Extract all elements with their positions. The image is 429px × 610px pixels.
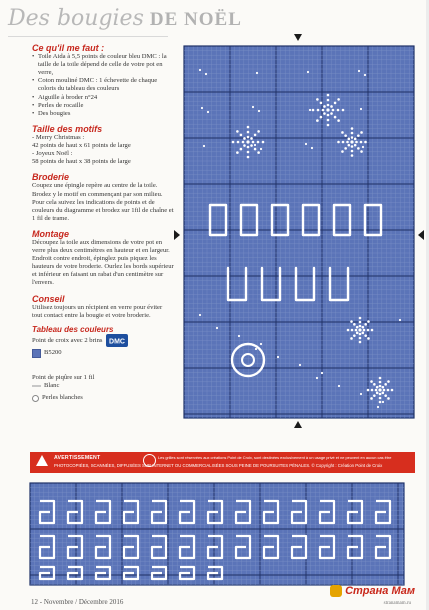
mounting-title: Montage xyxy=(32,228,69,239)
size-line: - Merry Christmas : xyxy=(32,133,85,141)
watermark xyxy=(330,585,415,597)
advice-text: Utilisez toujours un récipient en verre pour éviter tout contact entre la bougie et votre broderie. xyxy=(32,303,163,319)
colors-subtitle xyxy=(32,334,174,347)
header-divider xyxy=(8,36,168,37)
blanc-legend xyxy=(32,382,174,390)
warning-text-line2: PHOTOCOPIÉES, SCANNÉES, DIFFUSÉES SUR INTERNET OU COMMERCIALISÉES SOUS PEINE DE POURSUITES PÉNALES. © Copyright : Création Point de Croix xyxy=(54,463,383,468)
colors-subtitle-text: Point de croix avec 2 brins xyxy=(32,336,103,344)
title-caps: DE NOËL xyxy=(149,9,242,30)
backstitch-label: Point de piqûre sur 1 fil xyxy=(32,373,95,381)
watermark-logo-icon xyxy=(330,585,342,597)
warning-text-line1: Les grilles sont réservées aux créations Point de Croix, sont destinées exclusivement à un usage privé et ne peuvent en aucun cas être xyxy=(158,455,392,460)
center-marker-right-icon xyxy=(418,230,424,240)
page-title xyxy=(8,6,242,31)
sizes-text xyxy=(32,134,174,166)
center-marker-top-icon xyxy=(294,34,302,41)
advice-title: Conseil xyxy=(32,293,65,304)
list-item: • Des bougies xyxy=(32,110,174,118)
list-item: • Aiguille à broder n°24 xyxy=(32,94,174,102)
warning-triangle-icon xyxy=(36,455,48,466)
sizes-title: Taille des motifs xyxy=(32,123,103,134)
warning-banner xyxy=(30,452,415,473)
alphabet-chart xyxy=(28,481,406,587)
list-item: • Toile Aida à 5,5 points de couleur bleu DMC : la taille de la toile dépend de celle de votre pot en verre, xyxy=(32,53,174,77)
watermark-name: Страна Мам xyxy=(345,585,415,597)
alphabet-grid xyxy=(30,483,404,585)
size-line: 42 points de haut x 61 points de large xyxy=(32,142,131,150)
list-item: • Coton mouliné DMC : 1 échevette de chaque coloris du tableau des couleurs xyxy=(32,77,174,93)
color-swatch-icon xyxy=(32,349,41,358)
materials-list xyxy=(32,53,174,118)
chart-grid xyxy=(184,46,414,418)
size-line: - Joyeux Noël : xyxy=(32,150,73,158)
embroidery-text: Coupez une épingle repère au centre de la toile. Brodez y le motif en commençant par son milieu. Pour cela suivez les indications de points et de couleurs du diagramme et brodez sur 1fil de chaîne et 1 fil de trame. xyxy=(32,182,174,222)
color-code: B5200 xyxy=(44,349,62,357)
dmc-logo-text: DMC xyxy=(109,338,126,346)
bead-icon xyxy=(32,395,39,402)
blanc-label: Blanc xyxy=(44,382,60,389)
color-legend-row xyxy=(32,349,174,358)
list-item: • Perles de rocaille xyxy=(32,102,174,110)
mounting-text: Découpez la toile aux dimensions de votre pot en verre plus deux centimètres en hauteur et en largeur. Endroit contre endroit, épinglez puis piquez les hauteurs de votre broderie. Ourlez les bords supérieur et inférieur en faisant un rabat d'un centimètre sur l'envers. xyxy=(32,238,174,287)
backstitch-line-icon xyxy=(32,385,41,387)
materials-title: Ce qu'il me faut : xyxy=(32,43,105,53)
warning-title: AVERTISSEMENT xyxy=(54,455,101,461)
page-footer: 12 - Novembre / Décembre 2016 xyxy=(31,598,124,606)
watermark-url: stranamam.ru xyxy=(383,601,411,606)
embroidery-title: Broderie xyxy=(32,172,70,183)
perles-label: Perles blanches xyxy=(42,394,83,402)
perles-legend xyxy=(32,394,174,402)
dmc-logo-icon xyxy=(106,334,128,347)
cross-stitch-chart xyxy=(170,30,428,430)
colors-title-text: Tableau des couleurs xyxy=(32,324,114,334)
instructions-column xyxy=(32,44,174,402)
title-script: Des bougies xyxy=(8,6,144,31)
size-line: 58 points de haut x 38 points de large xyxy=(32,158,131,166)
center-marker-left-icon xyxy=(174,230,180,240)
colors-title xyxy=(32,326,174,334)
center-marker-bottom-icon xyxy=(294,421,302,428)
